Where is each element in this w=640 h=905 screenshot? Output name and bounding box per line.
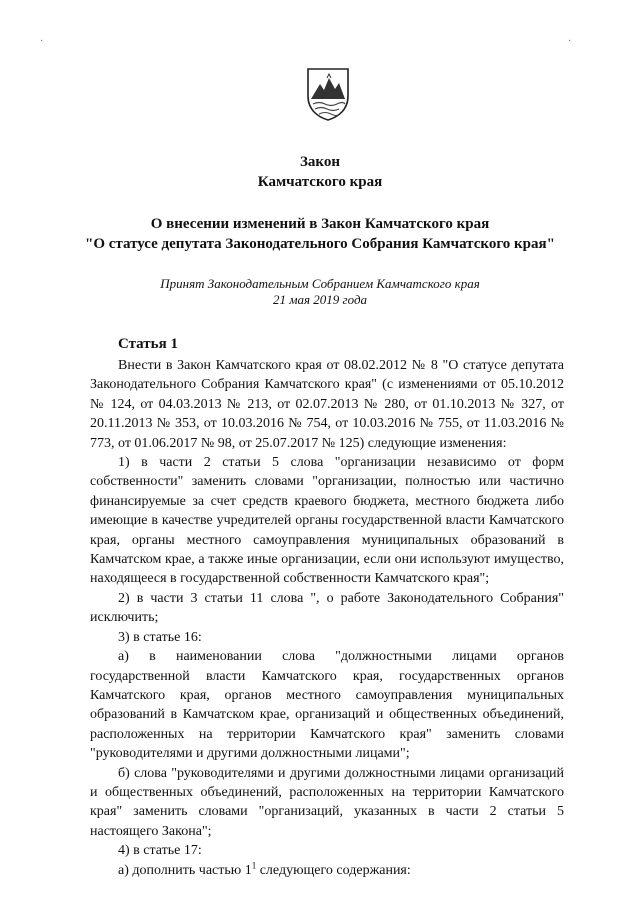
adoption-note-line1: Принят Законодательным Собранием Камчатского края	[160, 276, 480, 291]
amendment-item-3: 3) в статье 16:	[118, 629, 202, 645]
adoption-date: 21 мая 2019 года	[272, 292, 368, 307]
amendment-item-4a	[90, 861, 564, 880]
amendment-item-4: 4) в статье 17:	[118, 843, 202, 859]
scan-mark-right: ·	[568, 36, 572, 47]
amendment-item-4a-tail: следующего содержания:	[256, 862, 411, 878]
amendment-item-3b: б) слова "руководителями и другими должностными лицами организаций и общественных объединений, расположенных на территории Камчатского края" заменить словами "организаций, указанных в части 2 статьи 5 настоящего Закона";	[90, 765, 564, 839]
amendment-item-2: 2) в части 3 статьи 11 слова ", о работе Законодательного Собрания" исключить;	[90, 590, 564, 626]
law-title-line2: Камчатского края	[257, 174, 383, 190]
amendment-item-4a-text: а) дополнить частью 1	[118, 862, 252, 878]
article-title: Статья 1	[118, 336, 178, 352]
article-intro: Внести в Закон Камчатского края от 08.02.2012 № 8 "О статусе депутата Законодательного Собрания Камчатского края" (с изменениями от 05.10.2012 № 124, от 04.03.2013 № 213, от 02.07.2013 № 280, от 01.10.2013 № 327, от 20.11.2013 № 353, от 10.03.2016 № 754, от 10.03.2016 № 755, от 11.03.2016 № 773, от 01.06.2017 № 98, от 25.07.2017 № 125) следующие изменения:	[90, 358, 564, 451]
article-body	[90, 356, 564, 880]
law-title-line1: Закон	[299, 154, 340, 170]
kamchatka-emblem-icon	[305, 66, 351, 122]
law-title	[0, 152, 640, 192]
amendment-item-3a: а) в наименовании слова "должностными лицами органов государственной власти Камчатского края, государственных органов Камчатского края, органов местного самоуправления муниципальных образований в Камчатском крае, организаций и общественных объединений, расположенных на территории Камчатского края" заменить словами "руководителями и другими должностными лицами";	[90, 649, 564, 762]
amendment-item-4a-superscript: 1	[251, 859, 257, 870]
law-subject	[0, 214, 640, 254]
adoption-note	[0, 276, 640, 308]
law-subject-line1: О внесении изменений в Закон Камчатского края	[150, 216, 490, 232]
law-subject-line2: "О статусе депутата Законодательного Собрания Камчатского края"	[85, 236, 555, 252]
amendment-item-1: 1) в части 2 статьи 5 слова "организации независимо от форм собственности" заменить словами "организации, полностью или частично финансируемые за счет средств краевого бюджета, местного бюджета либо имеющие в качестве учредителей органы государственной власти Камчатского края, органы местного самоуправления муниципальных образований в Камчатском крае, а также иные организации, если они используют имущество, находящееся в государственной собственности Камчатского края";	[90, 455, 564, 587]
scan-mark-left: ·	[40, 36, 44, 47]
